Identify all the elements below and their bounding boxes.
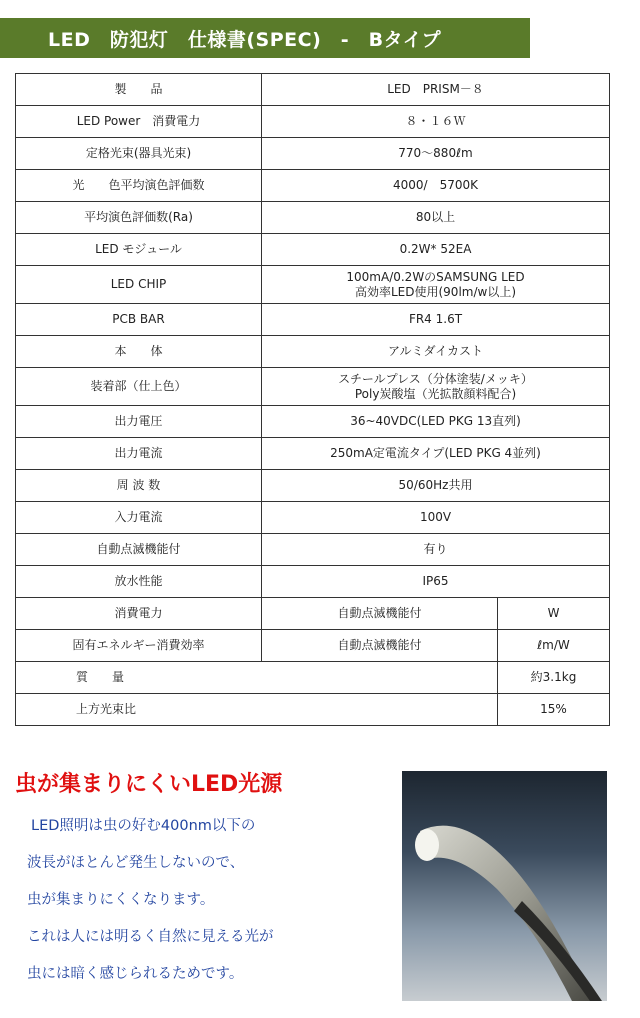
spec-value-line: 100mA/0.2WのSAMSUNG LED — [346, 269, 525, 284]
spec-value: FR4 1.6T — [262, 304, 610, 336]
table-row — [16, 106, 610, 138]
table-row — [16, 406, 610, 438]
spec-value: 4000/ 5700K — [262, 170, 610, 202]
spec-value: 0.2W* 52EA — [262, 234, 610, 266]
spec-label: 固有エネルギー消費効率 — [16, 630, 262, 662]
table-row — [16, 304, 610, 336]
spec-label: 本 体 — [16, 336, 262, 368]
lamp-lens — [415, 829, 439, 861]
promo-line: 虫には暗く感じられるためです。 — [27, 966, 244, 982]
table-row — [16, 502, 610, 534]
spec-label: 装着部（仕上色） — [16, 368, 262, 406]
spec-table — [15, 73, 610, 726]
spec-value: 250mA定電流タイプ(LED PKG 4並列) — [262, 438, 610, 470]
table-row — [16, 694, 610, 726]
spec-unit: 約3.1kg — [498, 662, 610, 694]
table-row — [16, 662, 610, 694]
spec-value: 80以上 — [262, 202, 610, 234]
promo-line: 虫が集まりにくくなります。 — [27, 892, 215, 908]
page-title: LED 防犯灯 仕様書(SPEC) - Bタイプ — [48, 28, 442, 51]
spec-value: 770～880ℓm — [262, 138, 610, 170]
table-row — [16, 202, 610, 234]
lamp-housing — [420, 826, 592, 1001]
spec-label: 放水性能 — [16, 566, 262, 598]
spec-label: 入力電流 — [16, 502, 262, 534]
table-row — [16, 138, 610, 170]
promo-line: これは人には明るく自然に見える光が — [27, 929, 274, 945]
table-row — [16, 170, 610, 202]
table-row — [16, 630, 610, 662]
spec-value: ８・１６Ｗ — [262, 106, 610, 138]
street-light-image — [402, 771, 607, 1001]
spec-unit: ℓm/W — [498, 630, 610, 662]
spec-value — [262, 368, 610, 406]
spec-value-line: Poly炭酸塩（光拡散顔料配合) — [354, 386, 517, 401]
table-row — [16, 266, 610, 304]
promo-line: 波長がほとんど発生しないので、 — [27, 855, 245, 871]
table-row — [16, 534, 610, 566]
table-row — [16, 234, 610, 266]
spec-label: LED モジュール — [16, 234, 262, 266]
promo-headline: 虫が集まりにくいLED光源 — [15, 772, 283, 797]
spec-value: 100V — [262, 502, 610, 534]
street-light-photo — [402, 771, 607, 1001]
spec-label: 消費電力 — [16, 598, 262, 630]
table-row — [16, 368, 610, 406]
spec-value: アルミダイカスト — [262, 336, 610, 368]
spec-unit: W — [498, 598, 610, 630]
spec-label: 周 波 数 — [16, 470, 262, 502]
promo-line: LED照明は虫の好む400nm以下の — [31, 818, 256, 834]
promo-body — [27, 812, 397, 997]
spec-value: IP65 — [262, 566, 610, 598]
spec-label: 平均演色評価数(Ra) — [16, 202, 262, 234]
spec-label: 製 品 — [16, 74, 262, 106]
spec-label: PCB BAR — [16, 304, 262, 336]
spec-label: LED CHIP — [16, 266, 262, 304]
spec-title-banner — [0, 18, 530, 58]
table-row — [16, 336, 610, 368]
spec-label: 質 量 — [16, 662, 498, 694]
spec-value: LED PRISM－８ — [262, 74, 610, 106]
spec-label: 定格光束(器具光束) — [16, 138, 262, 170]
spec-label: 出力電流 — [16, 438, 262, 470]
spec-label: 光 色平均演色評価数 — [16, 170, 262, 202]
table-row — [16, 598, 610, 630]
spec-value: 自動点滅機能付 — [262, 598, 498, 630]
spec-label: LED Power 消費電力 — [16, 106, 262, 138]
spec-label: 出力電圧 — [16, 406, 262, 438]
spec-label: 上方光束比 — [16, 694, 498, 726]
spec-value-line: 高効率LED使用(90lm/w以上) — [354, 284, 517, 299]
spec-value: 36~40VDC(LED PKG 13直列) — [262, 406, 610, 438]
spec-value: 有り — [262, 534, 610, 566]
spec-value — [262, 266, 610, 304]
table-row — [16, 438, 610, 470]
lamp-arm — [514, 901, 602, 1001]
spec-value-line: スチールプレス（分体塗装/メッキ） — [338, 371, 533, 386]
table-row — [16, 74, 610, 106]
spec-value: 50/60Hz共用 — [262, 470, 610, 502]
spec-label: 自動点滅機能付 — [16, 534, 262, 566]
spec-unit: 15% — [498, 694, 610, 726]
table-row — [16, 470, 610, 502]
spec-value: 自動点滅機能付 — [262, 630, 498, 662]
table-row — [16, 566, 610, 598]
